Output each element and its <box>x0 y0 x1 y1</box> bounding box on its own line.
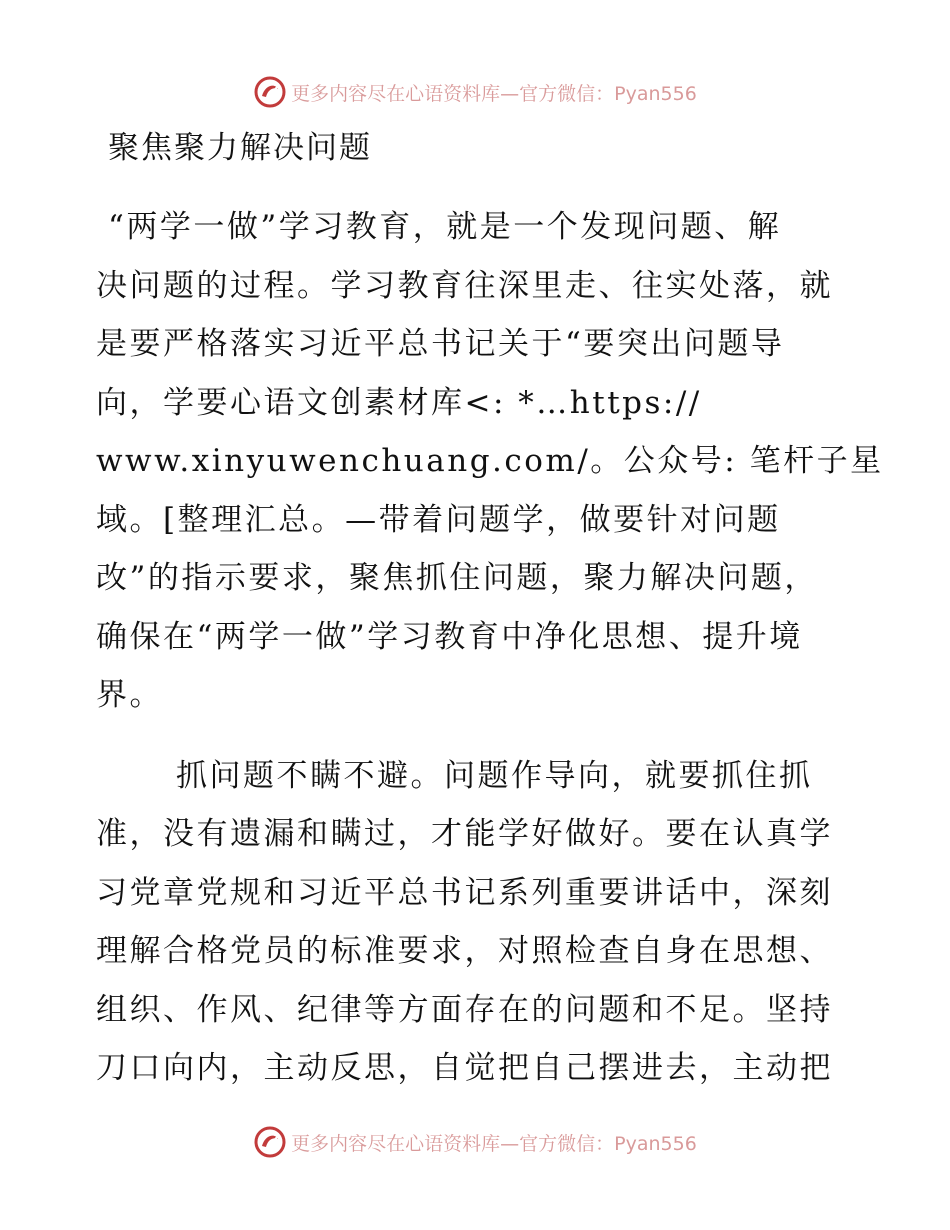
text-line: 向，学要心语文创素材库<: *…https:// <box>96 384 702 421</box>
watermark-text: 更多内容尽在心语资料库—官方微信：Pyan556 <box>291 82 697 105</box>
text-line: 决问题的过程。学习教育往深里走、往实处落，就 <box>96 267 833 304</box>
text-line: 确保在“两学一做”学习教育中净化思想、提升境 <box>96 618 803 655</box>
footer-watermark <box>0 1120 950 1164</box>
text-line: 准，没有遗漏和瞒过，才能学好做好。要在认真学 <box>96 816 833 852</box>
text-line: 组织、作风、纪律等方面存在的问题和不足。坚持 <box>96 991 833 1028</box>
paragraph-2 <box>96 747 856 1098</box>
text-line: 抓问题不瞒不避。问题作导向，就要抓住抓 <box>176 757 813 794</box>
red-swirl-logo-icon <box>253 1125 287 1159</box>
text-line: www.xinyuwenchuang.com/。公众号: 笔杆子星 <box>96 443 884 479</box>
text-line: 域。[整理汇总。—带着问题学，做要针对问题 <box>96 501 781 538</box>
text-line: 改”的指示要求，聚焦抓住问题，聚力解决问题， <box>96 560 818 596</box>
document-title: 聚焦聚力解决问题 <box>108 130 372 166</box>
paragraph-1 <box>96 198 884 725</box>
red-swirl-logo-icon <box>253 75 287 109</box>
header-watermark <box>0 70 950 114</box>
text-line: 刀口向内，主动反思，自觉把自己摆进去，主动把 <box>96 1050 833 1086</box>
text-line: 界。 <box>96 677 163 713</box>
text-line: 理解合格党员的标准要求，对照检查自身在思想、 <box>96 933 833 969</box>
text-line: 是要严格落实习近平总书记关于“要突出问题导 <box>96 326 785 362</box>
text-line: “两学一做”学习教育，就是一个发现问题、解 <box>108 209 782 245</box>
text-line: 习党章党规和习近平总书记系列重要讲话中，深刻 <box>96 874 833 911</box>
watermark-text: 更多内容尽在心语资料库—官方微信：Pyan556 <box>291 1132 697 1155</box>
document-body <box>96 122 884 1098</box>
